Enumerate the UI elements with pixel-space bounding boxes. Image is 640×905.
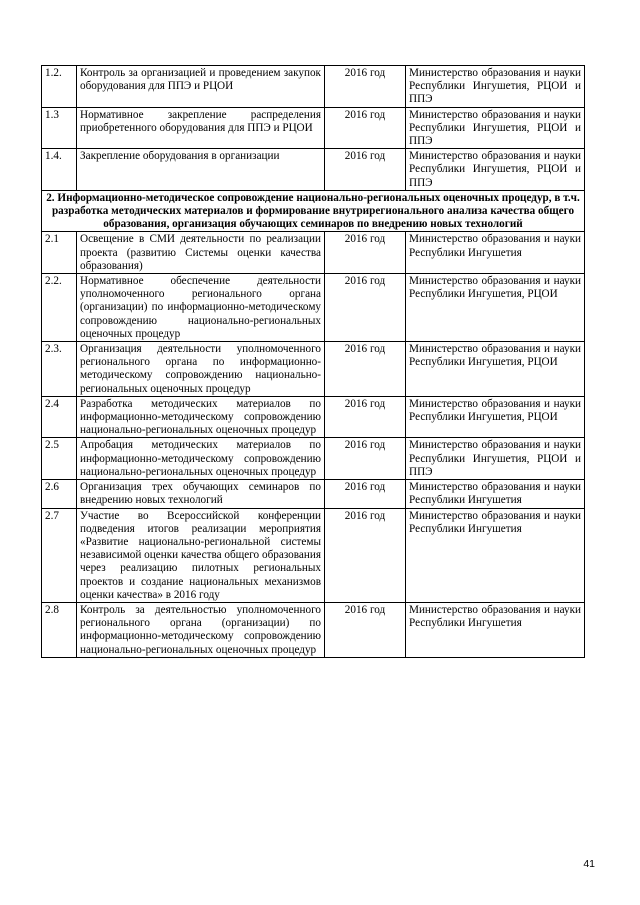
item-term: 2016 год bbox=[325, 232, 406, 274]
item-task: Участие во Всероссийской конференции подведения итогов реализации мероприятия «Развитие национально-региональной системы независимой оценки качества общего образования через реализацию пилотных региональных проектов и создание национальных механизмов оценки качества» в 2016 году bbox=[77, 508, 325, 602]
table-row bbox=[42, 480, 585, 508]
item-responsible: Министерство образования и науки Республики Ингушетия, РЦОИ и ППЭ bbox=[406, 107, 585, 149]
item-number: 2.8 bbox=[42, 602, 77, 657]
item-responsible: Министерство образования и науки Республики Ингушетия, РЦОИ bbox=[406, 396, 585, 438]
item-number: 1.3 bbox=[42, 107, 77, 149]
item-term: 2016 год bbox=[325, 602, 406, 657]
item-task: Разработка методических материалов по информационно-методическому сопровождению национально-региональных оценочных процедур bbox=[77, 396, 325, 438]
item-number: 1.4. bbox=[42, 149, 77, 191]
table-row bbox=[42, 438, 585, 480]
table-row bbox=[42, 66, 585, 108]
item-term: 2016 год bbox=[325, 438, 406, 480]
item-task: Освещение в СМИ деятельности по реализации проекта (развитию Системы оценки качества образования) bbox=[77, 232, 325, 274]
item-responsible: Министерство образования и науки Республики Ингушетия, РЦОИ bbox=[406, 274, 585, 342]
table-row bbox=[42, 232, 585, 274]
item-number: 2.2. bbox=[42, 274, 77, 342]
item-number: 2.5 bbox=[42, 438, 77, 480]
item-term: 2016 год bbox=[325, 107, 406, 149]
item-number: 2.6 bbox=[42, 480, 77, 508]
item-number: 2.7 bbox=[42, 508, 77, 602]
item-responsible: Министерство образования и науки Республики Ингушетия bbox=[406, 508, 585, 602]
item-task: Нормативное обеспечение деятельности уполномоченного регионального органа (организации) по информационно-методическому сопровождению национально-региональных оценочных процедур bbox=[77, 274, 325, 342]
item-responsible: Министерство образования и науки Республики Ингушетия bbox=[406, 602, 585, 657]
item-term: 2016 год bbox=[325, 66, 406, 108]
item-task: Организация трех обучающих семинаров по внедрению новых технологий bbox=[77, 480, 325, 508]
section-row bbox=[42, 190, 585, 232]
item-task: Организация деятельности уполномоченного регионального органа по информационно-методическому сопровождению национально-региональных оценочных процедур bbox=[77, 342, 325, 397]
item-number: 2.4 bbox=[42, 396, 77, 438]
item-term: 2016 год bbox=[325, 149, 406, 191]
item-responsible: Министерство образования и науки Республики Ингушетия bbox=[406, 480, 585, 508]
table-row bbox=[42, 274, 585, 342]
table-row bbox=[42, 107, 585, 149]
item-term: 2016 год bbox=[325, 274, 406, 342]
table-row bbox=[42, 396, 585, 438]
table-row bbox=[42, 602, 585, 657]
table-row bbox=[42, 342, 585, 397]
item-task: Контроль за организацией и проведением закупок оборудования для ППЭ и РЦОИ bbox=[77, 66, 325, 108]
item-responsible: Министерство образования и науки Республики Ингушетия, РЦОИ bbox=[406, 342, 585, 397]
item-task: Нормативное закрепление распределения приобретенного оборудования для ППЭ и РЦОИ bbox=[77, 107, 325, 149]
item-number: 2.3. bbox=[42, 342, 77, 397]
item-task: Апробация методических материалов по информационно-методическому сопровождению национально-региональных оценочных процедур bbox=[77, 438, 325, 480]
page-number: 41 bbox=[583, 858, 595, 870]
item-term: 2016 год bbox=[325, 508, 406, 602]
item-term: 2016 год bbox=[325, 396, 406, 438]
item-task: Закрепление оборудования в организации bbox=[77, 149, 325, 191]
item-term: 2016 год bbox=[325, 342, 406, 397]
item-responsible: Министерство образования и науки Республики Ингушетия bbox=[406, 232, 585, 274]
item-number: 1.2. bbox=[42, 66, 77, 108]
item-number: 2.1 bbox=[42, 232, 77, 274]
table-row bbox=[42, 149, 585, 191]
section-heading: 2. Информационно-методическое сопровождение национально-региональных оценочных процедур, в т.ч. разработка методических материалов и формирование внутрирегионального анализа качества общего образования, организация обучающих семинаров по внедрению новых технологий bbox=[42, 190, 585, 232]
table-row bbox=[42, 508, 585, 602]
item-task: Контроль за деятельностью уполномоченного регионального органа (организации) по информационно-методическому сопровождению национально-региональных оценочных процедур bbox=[77, 602, 325, 657]
item-term: 2016 год bbox=[325, 480, 406, 508]
item-responsible: Министерство образования и науки Республики Ингушетия, РЦОИ и ППЭ bbox=[406, 149, 585, 191]
item-responsible: Министерство образования и науки Республики Ингушетия, РЦОИ и ППЭ bbox=[406, 66, 585, 108]
item-responsible: Министерство образования и науки Республики Ингушетия, РЦОИ и ППЭ bbox=[406, 438, 585, 480]
action-plan-table bbox=[41, 65, 585, 658]
